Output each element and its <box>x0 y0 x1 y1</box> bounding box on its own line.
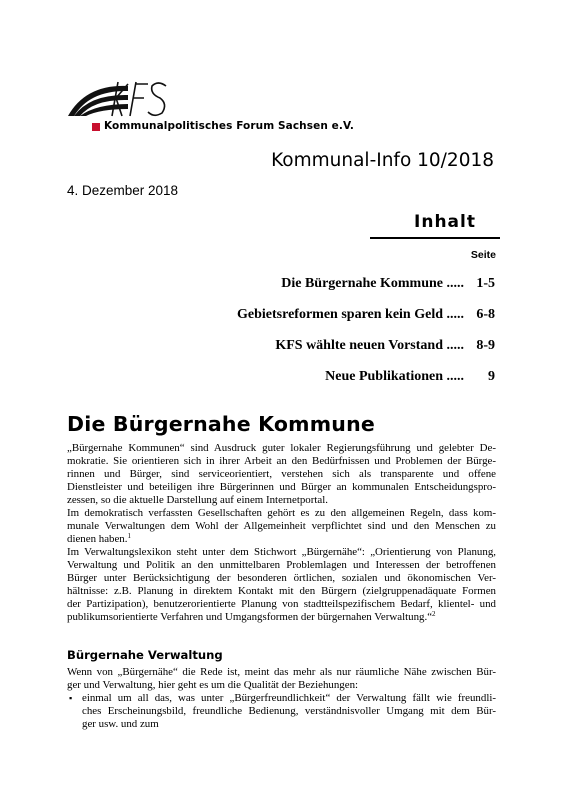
toc-entry-title: Die Bürgernahe Kommune ..... <box>281 276 464 291</box>
paragraph-line-with-footnote <box>67 533 131 546</box>
paragraph-line: Verwaltung und Politik an den unmittelbaren Problemlagen und Interessen der betroffenen <box>67 559 496 571</box>
subsection-heading: Bürgernahe Verwaltung <box>67 648 223 662</box>
bullet-line: einmal um all das, was unter „Bürgerfreundlichkeit“ der Verwaltung fällt wie freundli- <box>82 692 496 704</box>
paragraph-line: rinnen und Bürger, sind serviceorientiert, verstehen sich als transparente und offene <box>67 468 496 480</box>
logo-red-square <box>92 123 100 131</box>
footnote-marker[interactable]: 1 <box>127 532 131 540</box>
document-title: Kommunal-Info 10/2018 <box>271 150 494 171</box>
paragraph-line: zessen, so die aktuelle Darstellung auf einem Internetportal. <box>67 494 328 506</box>
toc-entry-pages: 6-8 <box>476 307 495 322</box>
paragraph-line: Bürger unter Berücksichtigung der besonderen örtlichen, sozialen und ökonomischen Ver- <box>67 572 496 584</box>
paragraph-line: der Partizipation), benutzerorientierte Planung von stadtteilspezifischem Bedarf, klientel- und <box>67 598 496 610</box>
paragraph-line: Im Verwaltungslexikon steht unter dem Stichwort „Bürgernähe“: „Orientierung von Planung, <box>67 546 496 558</box>
paragraph-line: Im demokratisch verfassten Gesellschaften gehört es zu den allgemeinen Regeln, dass kom- <box>67 507 496 519</box>
paragraph-line: ger und Verwaltung, hier geht es um die Qualität der Beziehungen: <box>67 679 359 691</box>
toc-entry-pages: 1-5 <box>476 276 495 291</box>
paragraph-line: Dienstleister und beteiligen ihre Bürgerinnen und Bürger an kommunalen Entscheidungspro- <box>67 481 496 493</box>
article-title: Die Bürgernahe Kommune <box>67 412 375 436</box>
bullet-marker: ▪ <box>69 693 73 703</box>
paragraph-line-with-footnote <box>67 611 436 624</box>
toc-entry-pages: 8-9 <box>476 338 495 353</box>
paragraph-line: „Bürgernahe Kommunen“ sind Ausdruck guter lokaler Regierungsführung und gelebter De- <box>67 442 496 454</box>
paragraph-line: hältnisse: z.B. Planung in direktem Kontakt mit den Bürgern (zielgruppenadäquate Formen <box>67 585 496 597</box>
paragraph-text: publikumsorientierte Verfahren und Umgangsformen der bürgernahen Verwaltung.“ <box>67 611 433 623</box>
toc-entry-title: KFS wählte neuen Vorstand ..... <box>275 338 464 353</box>
toc-page-label: Seite <box>470 249 496 261</box>
paragraph-text: dienen haben. <box>67 533 128 545</box>
bullet-line: ger usw. und zum <box>82 718 159 730</box>
toc-heading: Inhalt <box>414 212 476 232</box>
toc-entry-title: Neue Publikationen ..... <box>325 369 464 384</box>
toc-entry-pages: 9 <box>488 369 495 384</box>
organization-name: Kommunalpolitisches Forum Sachsen e.V. <box>104 120 354 132</box>
toc-divider <box>370 237 500 239</box>
bullet-line: ches Erscheinungsbild, freundliche Bedienung, verständnisvoller Umgang mit dem Bür- <box>82 705 496 717</box>
paragraph-line: mokratie. Sie orientieren sich in ihrer Arbeit an den Bedürfnissen und Problemen der Bürge- <box>67 455 496 467</box>
paragraph-line: munale Verwaltungen dem Wohl der Allgemeinheit verpflichtet sind und den Menschen zu <box>67 520 496 532</box>
paragraph-line: Wenn von „Bürgernähe“ die Rede ist, meint das mehr als nur räumliche Nähe zwischen Bür- <box>67 666 496 678</box>
footnote-marker[interactable]: 2 <box>432 610 436 618</box>
toc-entry-title: Gebietsreformen sparen kein Geld ..... <box>237 307 464 322</box>
document-date: 4. Dezember 2018 <box>67 183 179 198</box>
